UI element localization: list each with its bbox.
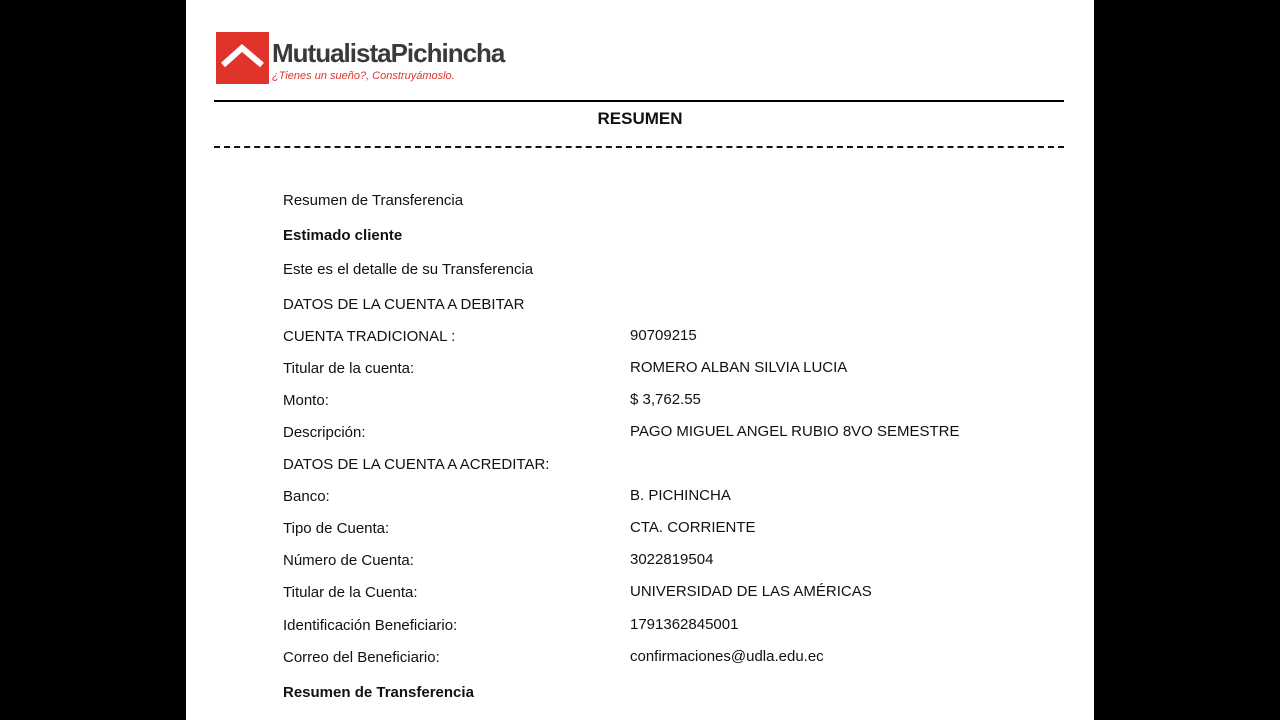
footer-heading: Resumen de Transferencia [283,684,474,701]
field-value-correo: confirmaciones@udla.edu.ec [630,648,824,665]
field-label-banco: Banco: [283,488,330,505]
field-label-correo: Correo del Beneficiario: [283,649,440,666]
field-value-tipo-cuenta: CTA. CORRIENTE [630,519,756,536]
mutualista-logo [216,32,536,84]
intro-heading: Resumen de Transferencia [283,192,464,209]
field-label-monto: Monto: [283,392,329,409]
field-value-titular-cuenta: UNIVERSIDAD DE LAS AMÉRICAS [630,583,872,600]
brand-name-part2: Pichincha [390,38,505,68]
brand-tagline: ¿Tienes un sueño?, Construyámoslo. [272,70,455,82]
page-title: RESUMEN [597,109,683,128]
header-divider [214,100,1064,102]
house-roof-icon [216,32,269,84]
field-value-cuenta: 90709215 [630,327,697,344]
credit-section-title: DATOS DE LA CUENTA A ACREDITAR: [283,456,550,473]
field-label-tipo-cuenta: Tipo de Cuenta: [283,520,390,537]
document-page [186,0,1094,720]
field-value-banco: B. PICHINCHA [630,487,731,504]
field-value-descripcion: PAGO MIGUEL ANGEL RUBIO 8VO SEMESTRE [630,423,960,440]
brand-name-part1: Mutualista [272,38,391,68]
field-value-monto: $ 3,762.55 [630,391,701,408]
field-value-numero-cuenta: 3022819504 [630,551,714,568]
intro-text: Este es el detalle de su Transferencia [283,261,534,278]
field-value-identificacion: 1791362845001 [630,616,739,633]
dashed-divider [214,146,1064,148]
greeting: Estimado cliente [283,227,403,244]
field-label-descripcion: Descripción: [283,424,366,441]
debit-section-title: DATOS DE LA CUENTA A DEBITAR [283,296,525,313]
field-label-identificacion: Identificación Beneficiario: [283,617,458,634]
field-label-titular-cuenta: Titular de la Cuenta: [283,584,418,601]
field-value-titular: ROMERO ALBAN SILVIA LUCIA [630,359,848,376]
brand-name [272,38,504,69]
field-label-numero-cuenta: Número de Cuenta: [283,552,414,569]
field-label-cuenta: CUENTA TRADICIONAL : [283,328,456,345]
field-label-titular: Titular de la cuenta: [283,360,415,377]
